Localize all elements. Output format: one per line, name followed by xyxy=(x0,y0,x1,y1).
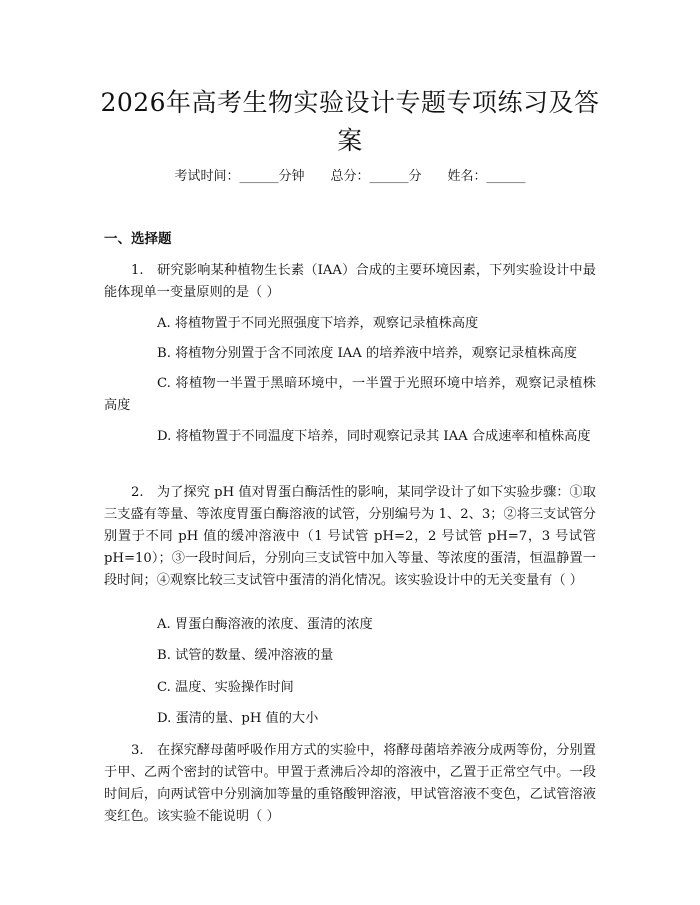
question-2-option-d: D. 蛋清的量、pH 值的大小 xyxy=(157,711,319,726)
question-3-stem: 3. 在探究酵母菌呼吸作用方式的实验中，将酵母菌培养液分成两等份，分别置于甲、乙两个密封的试管中。甲置于煮沸后冷却的溶液中，乙置于正常空气中。一段时间后，向两试管中分别滴加等量的重铬酸钾溶液，甲试管溶液不变色，乙试管溶液变红色。该实验不能说明（ ） xyxy=(104,743,596,824)
question-1-stem: 1. 研究影响某种植物生长素（IAA）合成的主要环境因素，下列实验设计中最能体现单一变量原则的是（ ） xyxy=(104,263,596,300)
question-2-stem: 2. 为了探究 pH 值对胃蛋白酶活性的影响，某同学设计了如下实验步骤：①取三支盛有等量、等浓度胃蛋白酶溶液的试管，分别编号为 1、2、3；②将三支试管分别置于不同 pH 值的缓冲溶液中（1 号试管 pH=2，2 号试管 pH=7，3 号试管 pH=10）；③一段时间后，分别向三支试管中加入等量、等浓度的蛋清，恒温静置一段时间；④观察比较三支试管中蛋清的消化情况。该实验设计中的无关变量有（ ） xyxy=(104,485,596,588)
section-heading: 一、选择题 xyxy=(104,231,172,247)
question-2-option-c: C. 温度、实验操作时间 xyxy=(157,680,294,695)
question-1-option-b: B. 将植物分别置于含不同浓度 IAA 的培养液中培养，观察记录植株高度 xyxy=(157,346,577,361)
question-1-option-a: A. 将植物置于不同光照强度下培养，观察记录植株高度 xyxy=(157,316,479,331)
question-1-option-d: D. 将植物置于不同温度下培养，同时观察记录其 IAA 合成速率和植株高度 xyxy=(157,429,591,444)
question-1-option-c: C. 将植物一半置于黑暗环境中，一半置于光照环境中培养，观察记录植株高度 xyxy=(104,376,596,413)
question-2-option-b: B. 试管的数量、缓冲溶液的量 xyxy=(157,648,334,663)
document-title: 2026年高考生物实验设计专题专项练习及答案 xyxy=(100,88,600,155)
exam-info-line: 考试时间：______分钟 总分：______分 姓名：______ xyxy=(174,169,526,184)
question-2-option-a: A. 胃蛋白酶溶液的浓度、蛋清的浓度 xyxy=(157,617,373,632)
